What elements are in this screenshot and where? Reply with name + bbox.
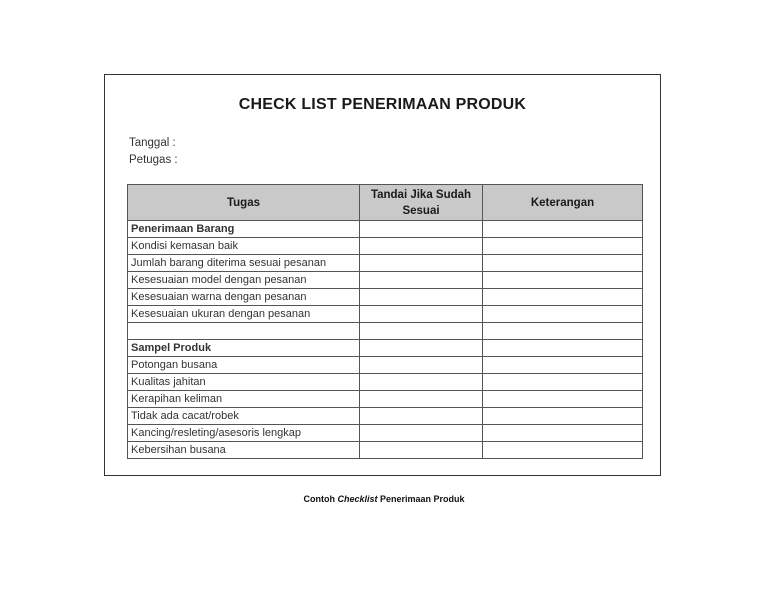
task-cell: Kesesuaian warna dengan pesanan xyxy=(128,289,360,306)
header-tugas: Tugas xyxy=(128,185,360,221)
table-row xyxy=(128,238,643,255)
keterangan-cell[interactable] xyxy=(483,408,643,425)
figure-caption xyxy=(0,494,768,504)
section-label: Sampel Produk xyxy=(128,340,360,357)
keterangan-cell[interactable] xyxy=(483,238,643,255)
task-cell: Kualitas jahitan xyxy=(128,374,360,391)
section-label: Penerimaan Barang xyxy=(128,221,360,238)
caption-prefix: Contoh xyxy=(303,494,338,504)
check-cell[interactable] xyxy=(360,340,483,357)
table-row xyxy=(128,442,643,459)
check-cell[interactable] xyxy=(360,255,483,272)
checklist-table xyxy=(127,184,643,459)
petugas-label: Petugas : xyxy=(129,154,178,166)
table-row xyxy=(128,425,643,442)
check-cell[interactable] xyxy=(360,391,483,408)
task-cell: Jumlah barang diterima sesuai pesanan xyxy=(128,255,360,272)
table-row xyxy=(128,306,643,323)
check-cell[interactable] xyxy=(360,289,483,306)
section-row xyxy=(128,340,643,357)
table-row xyxy=(128,289,643,306)
keterangan-cell[interactable] xyxy=(483,255,643,272)
table-row xyxy=(128,255,643,272)
task-cell: Kebersihan busana xyxy=(128,442,360,459)
keterangan-cell[interactable] xyxy=(483,374,643,391)
table-row xyxy=(128,323,643,340)
check-cell[interactable] xyxy=(360,238,483,255)
task-cell: Kerapihan keliman xyxy=(128,391,360,408)
task-cell: Kancing/resleting/asesoris lengkap xyxy=(128,425,360,442)
keterangan-cell[interactable] xyxy=(483,442,643,459)
table-row xyxy=(128,357,643,374)
check-cell[interactable] xyxy=(360,425,483,442)
table-header-row xyxy=(128,185,643,221)
task-cell: Tidak ada cacat/robek xyxy=(128,408,360,425)
header-tandai: Tandai Jika Sudah Sesuai xyxy=(360,185,483,221)
table-row xyxy=(128,374,643,391)
keterangan-cell[interactable] xyxy=(483,391,643,408)
caption-suffix: Penerimaan Produk xyxy=(377,494,465,504)
task-cell: Kesesuaian ukuran dengan pesanan xyxy=(128,306,360,323)
task-cell xyxy=(128,323,360,340)
section-row xyxy=(128,221,643,238)
keterangan-cell[interactable] xyxy=(483,425,643,442)
check-cell[interactable] xyxy=(360,408,483,425)
check-cell[interactable] xyxy=(360,374,483,391)
check-cell[interactable] xyxy=(360,323,483,340)
keterangan-cell[interactable] xyxy=(483,221,643,238)
keterangan-cell[interactable] xyxy=(483,272,643,289)
checklist-document xyxy=(104,74,661,476)
task-cell: Kondisi kemasan baik xyxy=(128,238,360,255)
check-cell[interactable] xyxy=(360,357,483,374)
task-cell: Kesesuaian model dengan pesanan xyxy=(128,272,360,289)
document-title: CHECK LIST PENERIMAAN PRODUK xyxy=(238,96,527,113)
check-cell[interactable] xyxy=(360,221,483,238)
caption-italic: Checklist xyxy=(337,494,378,504)
keterangan-cell[interactable] xyxy=(483,289,643,306)
header-keterangan: Keterangan xyxy=(483,185,643,221)
check-cell[interactable] xyxy=(360,306,483,323)
table-row xyxy=(128,391,643,408)
table-row xyxy=(128,272,643,289)
keterangan-cell[interactable] xyxy=(483,340,643,357)
tanggal-label: Tanggal : xyxy=(129,137,176,149)
check-cell[interactable] xyxy=(360,272,483,289)
keterangan-cell[interactable] xyxy=(483,323,643,340)
check-cell[interactable] xyxy=(360,442,483,459)
task-cell: Potongan busana xyxy=(128,357,360,374)
keterangan-cell[interactable] xyxy=(483,357,643,374)
keterangan-cell[interactable] xyxy=(483,306,643,323)
table-row xyxy=(128,408,643,425)
